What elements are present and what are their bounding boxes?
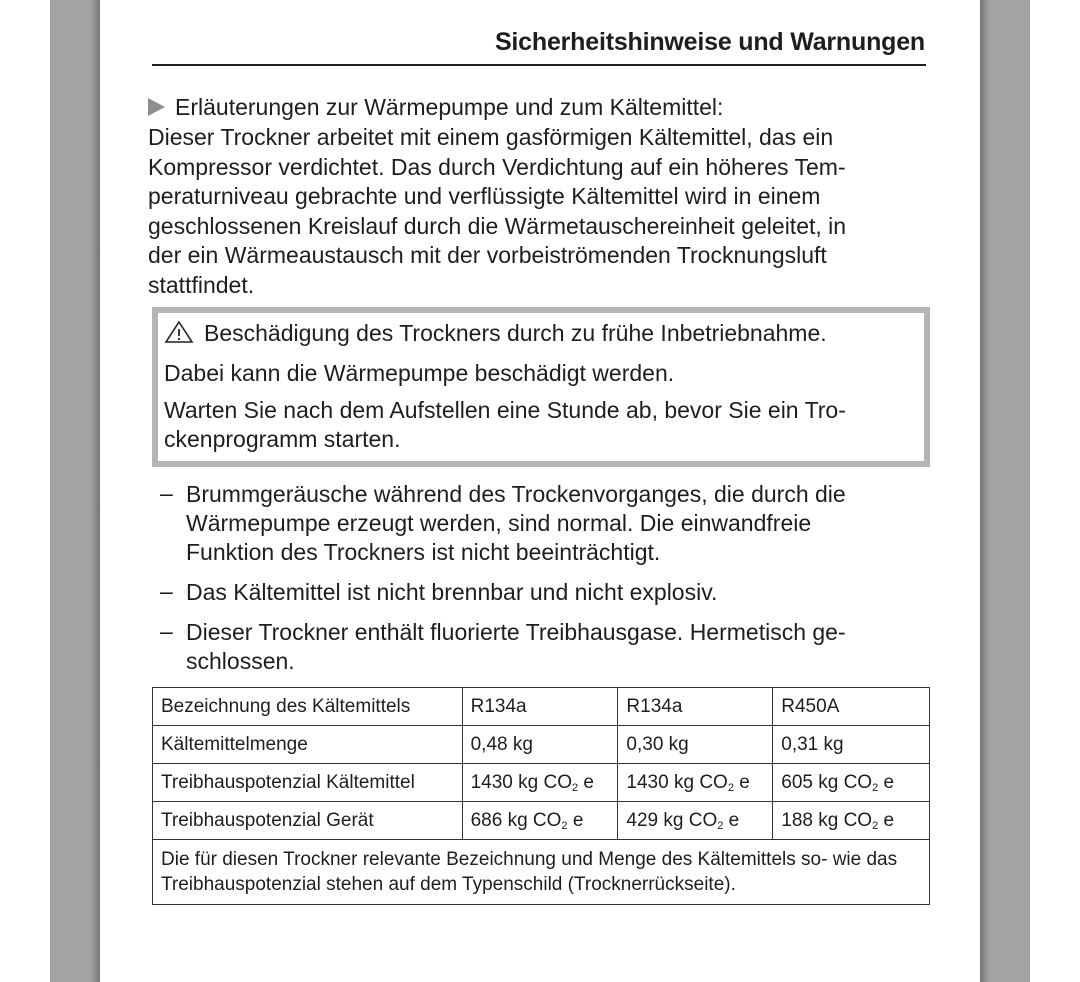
warning-line: Dabei kann die Wärmepumpe beschädigt werden. bbox=[164, 360, 675, 386]
cell-text: e bbox=[878, 771, 895, 793]
subscript: 2 bbox=[561, 819, 568, 832]
subscript: 2 bbox=[572, 781, 579, 794]
bullet-line: Das Kältemittel ist nicht brennbar und nicht explosiv. bbox=[186, 579, 718, 605]
triangle-bullet-icon bbox=[148, 98, 165, 116]
row-label: Treibhauspotenzial Gerät bbox=[153, 802, 463, 840]
dash-bullet: – bbox=[160, 618, 173, 644]
cell-text: e bbox=[578, 771, 594, 793]
subscript: 2 bbox=[872, 781, 879, 794]
cell-text: e bbox=[733, 771, 750, 793]
table-row bbox=[153, 726, 930, 764]
cell-text: 605 kg CO bbox=[781, 771, 873, 793]
intro-line: geschlossenen Kreislauf durch die Wärmetauschereinheit geleitet, in bbox=[148, 213, 847, 239]
table-cell: R450A bbox=[773, 688, 930, 726]
table-cell bbox=[773, 764, 930, 802]
cell-text: e bbox=[567, 809, 584, 831]
intro-heading-text: Erläuterungen zur Wärmepumpe und zum Kältemittel: bbox=[175, 94, 724, 120]
table-row bbox=[153, 802, 930, 840]
dash-bullet: – bbox=[160, 578, 173, 604]
bullet-line: schlossen. bbox=[186, 648, 295, 674]
table-note: Die für diesen Trockner relevante Bezeichnung und Menge des Kältemittels so- wie das Treibhauspotenzial stehen auf dem Typenschild (Trocknerrückseite). bbox=[153, 840, 930, 905]
subscript: 2 bbox=[872, 819, 879, 832]
table-cell bbox=[462, 802, 618, 840]
refrigerant-table bbox=[152, 687, 930, 905]
table-cell bbox=[618, 764, 773, 802]
warning-line: Warten Sie nach dem Aufstellen eine Stunde ab, bevor Sie ein Tro- bbox=[164, 397, 846, 423]
dash-bullet: – bbox=[160, 480, 173, 506]
table-note-row bbox=[153, 840, 930, 905]
intro-heading bbox=[148, 93, 723, 123]
bullet-line: Funktion des Trockners ist nicht beeinträchtigt. bbox=[186, 539, 661, 565]
intro-line: Kompressor verdichtet. Das durch Verdichtung auf ein höheres Tem- bbox=[148, 154, 846, 180]
table-row bbox=[153, 764, 930, 802]
table-cell: R134a bbox=[618, 688, 773, 726]
bullet-line: Dieser Trockner enthält fluorierte Treibhausgase. Hermetisch ge- bbox=[186, 619, 846, 645]
bullet-line: Brummgeräusche während des Trockenvorganges, die durch die bbox=[186, 481, 846, 507]
page-margin-left bbox=[50, 0, 100, 982]
table-cell: R134a bbox=[462, 688, 618, 726]
cell-text: 686 kg CO bbox=[470, 809, 562, 831]
section-title: Sicherheitshinweise und Warnungen bbox=[494, 28, 925, 56]
subscript: 2 bbox=[717, 819, 724, 832]
warning-title bbox=[164, 320, 827, 347]
table-cell: 0,30 kg bbox=[618, 726, 773, 764]
intro-line: der ein Wärmeaustausch mit der vorbeiströmenden Trocknungsluft bbox=[148, 242, 827, 268]
cell-text: 429 kg CO bbox=[626, 809, 718, 831]
warning-triangle-icon bbox=[164, 320, 194, 344]
warning-title-text: Beschädigung des Trockners durch zu frühe Inbetriebnahme. bbox=[204, 320, 827, 346]
table-row bbox=[153, 688, 930, 726]
row-label: Kältemittelmenge bbox=[153, 726, 463, 764]
cell-text: e bbox=[723, 809, 740, 831]
subscript: 2 bbox=[727, 781, 734, 794]
page-margin-right bbox=[980, 0, 1030, 982]
table-cell: 0,31 kg bbox=[773, 726, 930, 764]
row-label: Bezeichnung des Kältemittels bbox=[153, 688, 463, 726]
title-divider bbox=[152, 64, 926, 66]
table-cell: 0,48 kg bbox=[462, 726, 618, 764]
table-cell bbox=[773, 802, 930, 840]
bullet-line: Wärmepumpe erzeugt werden, sind normal. Die einwandfreie bbox=[186, 510, 812, 536]
cell-text: 1430 kg CO bbox=[626, 771, 728, 793]
table-cell bbox=[618, 802, 773, 840]
cell-text: 1430 kg CO bbox=[470, 771, 572, 793]
intro-line: Dieser Trockner arbeitet mit einem gasförmigen Kältemittel, das ein bbox=[148, 124, 834, 150]
cell-text: e bbox=[878, 809, 895, 831]
intro-line: peraturniveau gebrachte und verflüssigte Kältemittel wird in einem bbox=[148, 183, 821, 209]
intro-line: stattfindet. bbox=[148, 272, 255, 298]
row-label: Treibhauspotenzial Kältemittel bbox=[153, 764, 463, 802]
table-cell bbox=[462, 764, 618, 802]
warning-line: ckenprogramm starten. bbox=[164, 426, 401, 452]
cell-text: 188 kg CO bbox=[781, 809, 873, 831]
